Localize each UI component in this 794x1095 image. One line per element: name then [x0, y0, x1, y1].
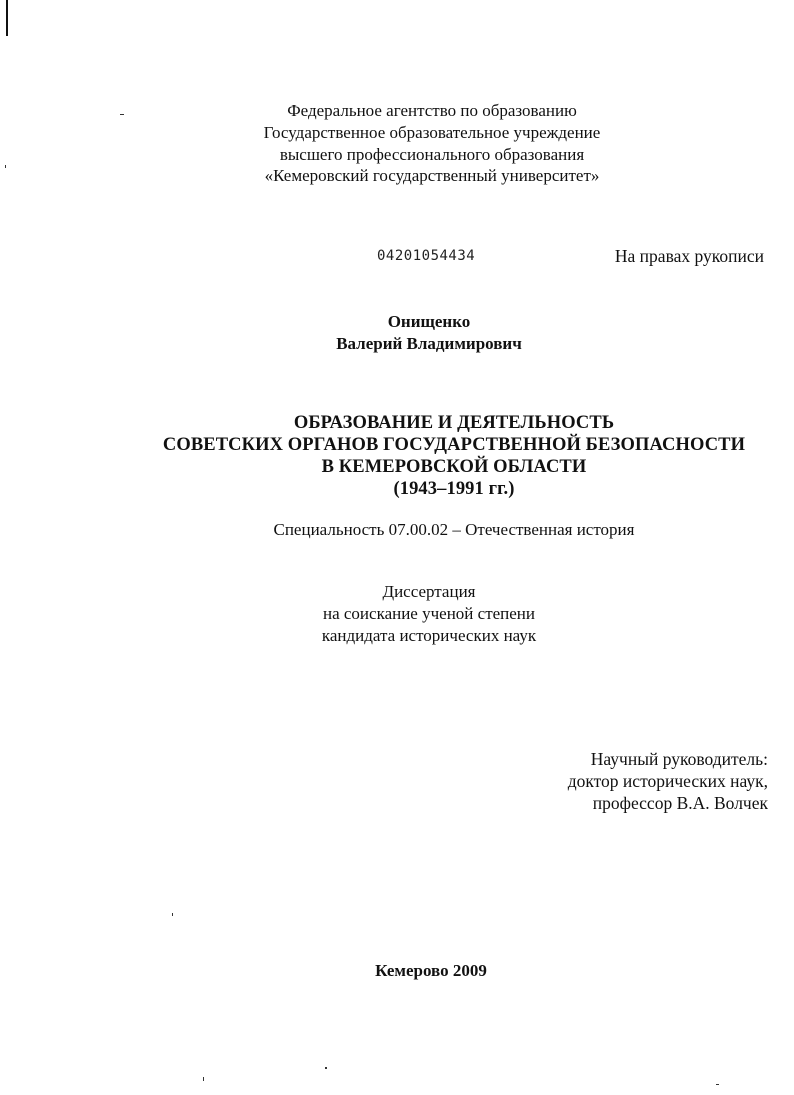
specialty: Специальность 07.00.02 – Отечественная история: [273, 520, 635, 539]
scan-margin-mark: [6, 0, 8, 36]
degree-type: Диссертация: [382, 582, 476, 601]
scan-speck: [172, 913, 173, 916]
scan-speck: [716, 1084, 719, 1085]
supervisor-label: Научный руководитель:: [590, 749, 768, 769]
degree-purpose: на соискание ученой степени: [322, 604, 536, 623]
title-line-4: (1943–1991 гг.): [393, 479, 515, 499]
rights-note: На правах рукописи: [614, 246, 764, 266]
supervisor-name: профессор В.А. Волчек: [592, 793, 768, 813]
institution-agency: Федеральное агентство по образованию: [287, 101, 577, 120]
archive-code-stamp: 04201054434: [377, 248, 476, 264]
supervisor-degree: доктор исторических наук,: [567, 771, 768, 791]
scan-speck: [203, 1077, 204, 1081]
institution-type: Государственное образовательное учреждение: [263, 123, 601, 142]
title-line-1: ОБРАЗОВАНИЕ И ДЕЯТЕЛЬНОСТЬ: [293, 413, 615, 433]
title-line-2: СОВЕТСКИХ ОРГАНОВ ГОСУДАРСТВЕННОЙ БЕЗОПАСНОСТИ: [162, 435, 746, 455]
degree-name: кандидата исторических наук: [321, 626, 537, 645]
institution-name: «Кемеровский государственный университет»: [264, 166, 600, 185]
author-given-names: Валерий Владимирович: [336, 334, 522, 353]
scan-speck: [325, 1067, 327, 1069]
author-surname: Онищенко: [387, 312, 471, 331]
title-line-3: В КЕМЕРОВСКОЙ ОБЛАСТИ: [321, 457, 587, 477]
institution-level: высшего профессионального образования: [279, 145, 585, 164]
scan-speck: [5, 165, 6, 168]
city-year: Кемерово 2009: [375, 961, 487, 980]
